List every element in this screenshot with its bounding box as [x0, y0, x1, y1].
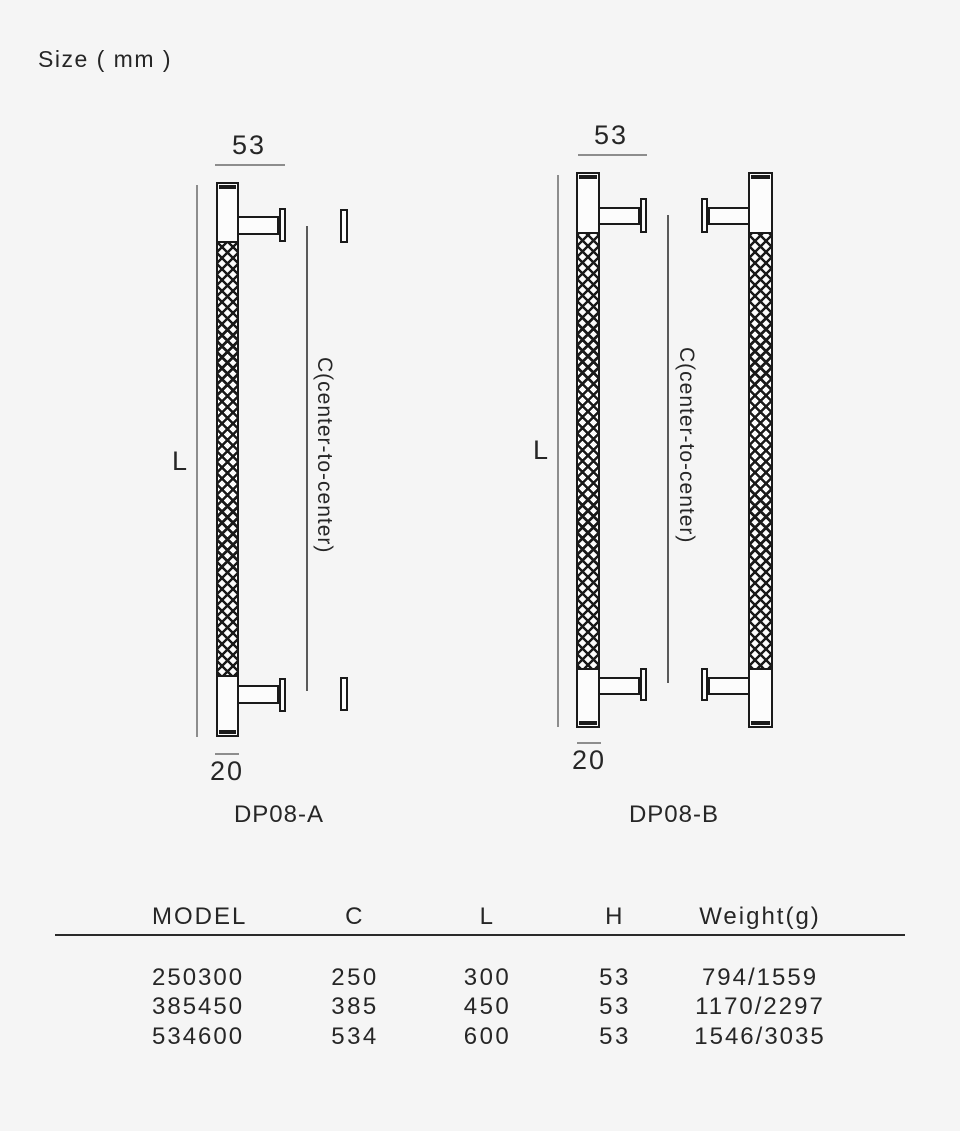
diagram-b-right-top-post: [708, 207, 750, 225]
spec-cell-c: 534: [331, 1023, 379, 1050]
spec-table-row: [0, 993, 960, 1021]
diagram-b-c2c-dim-line: [667, 215, 669, 683]
spec-table-header-c: C: [345, 903, 365, 930]
diagram-a-width-dim-line: [215, 164, 285, 166]
spec-cell-model: 250300: [152, 964, 245, 991]
spec-cell-model: 385450: [152, 993, 245, 1020]
diagram-b-right-knurl-grip: [748, 234, 773, 668]
spec-table-row: [0, 964, 960, 992]
diagram-a-width-dim-value: 53: [231, 130, 267, 160]
diagram-b-left-top-plate: [640, 198, 647, 233]
diagram-b-right-bottom-post: [708, 677, 750, 695]
diagram-a-knurl-grip: [216, 243, 239, 675]
diagram-a-model-label: DP08-A: [233, 801, 325, 828]
diagram-a-bottom-cap-lip: [219, 730, 236, 734]
spec-cell-weight: 794/1559: [701, 964, 819, 991]
diagram-a-bottom-plate: [279, 678, 286, 712]
diagram-a-bottom-cap: [216, 675, 239, 737]
spec-cell-model: 534600: [152, 1023, 245, 1050]
diagram-b-left-top-cap-lip: [579, 175, 597, 179]
diagram-b-left-knurl-grip: [576, 234, 600, 668]
diagram-b-bottom-dim-line: [577, 742, 601, 744]
spec-cell-l: 450: [463, 993, 512, 1020]
diagram-b-right-bottom-cap-lip: [751, 721, 770, 725]
diagram-b-width-dim-value: 53: [593, 120, 629, 150]
spec-table-header-rule: [55, 934, 905, 936]
spec-table-header-weight: Weight(g): [699, 903, 821, 930]
diagram-b-left-bottom-cap: [576, 668, 600, 728]
diagram-b-model-label: DP08-B: [628, 801, 720, 828]
diagram-b-left-bottom-cap-lip: [579, 721, 597, 725]
spec-cell-weight: 1546/3035: [694, 1023, 826, 1050]
spec-table-header: [0, 903, 960, 931]
diagram-a-top-spacer: [340, 209, 348, 243]
diagram-b-bottom-dim-value: 20: [571, 745, 607, 775]
spec-cell-c: 250: [331, 964, 379, 991]
diagram-b-left-top-post: [598, 207, 640, 225]
diagram-a-top-cap-lip: [219, 185, 236, 189]
diagram-a-c2c-dim-label: C(center-to-center): [313, 357, 336, 554]
diagram-b-left-bottom-plate: [640, 668, 647, 701]
spec-table-header-l: L: [479, 903, 496, 930]
spec-cell-weight: 1170/2297: [695, 993, 825, 1020]
diagram-a-c2c-dim-line: [306, 226, 308, 691]
diagram-b-length-dim-line: [557, 175, 559, 727]
diagram-a-top-plate: [279, 208, 286, 242]
diagram-a-bottom-spacer: [340, 677, 348, 711]
diagram-a-bottom-post: [237, 685, 279, 704]
spec-table-header-h: H: [605, 903, 625, 930]
spec-cell-h: 53: [599, 993, 631, 1020]
spec-cell-h: 53: [599, 1023, 631, 1050]
diagram-b-left-top-cap: [576, 172, 600, 234]
size-unit-title: Size ( mm ): [38, 46, 173, 72]
spec-table-header-model: MODEL: [152, 903, 248, 930]
diagram-b-c2c-dim-label: C(center-to-center): [675, 347, 698, 544]
diagram-b-right-bottom-plate: [701, 668, 708, 701]
diagram-b-right-bottom-cap: [748, 668, 773, 728]
diagram-a-bottom-dim-line: [215, 753, 239, 755]
diagram-b-length-dim-label: L: [533, 435, 551, 465]
diagram-b-right-top-plate: [701, 198, 708, 233]
spec-cell-l: 300: [463, 964, 512, 991]
diagram-a-bottom-dim-value: 20: [209, 756, 245, 786]
spec-table-row: [0, 1023, 960, 1051]
spec-cell-h: 53: [599, 964, 631, 991]
diagram-b-width-dim-line: [578, 154, 647, 156]
diagram-a-top-post: [237, 216, 279, 235]
diagram-a-top-cap: [216, 182, 239, 243]
diagram-b-right-top-cap-lip: [751, 175, 770, 179]
diagram-a-length-dim-line: [196, 185, 198, 737]
diagram-b-right-top-cap: [748, 172, 773, 234]
diagram-b-left-bottom-post: [598, 677, 640, 695]
spec-cell-c: 385: [331, 993, 379, 1020]
spec-cell-l: 600: [463, 1023, 512, 1050]
diagram-a-length-dim-label: L: [172, 446, 190, 476]
